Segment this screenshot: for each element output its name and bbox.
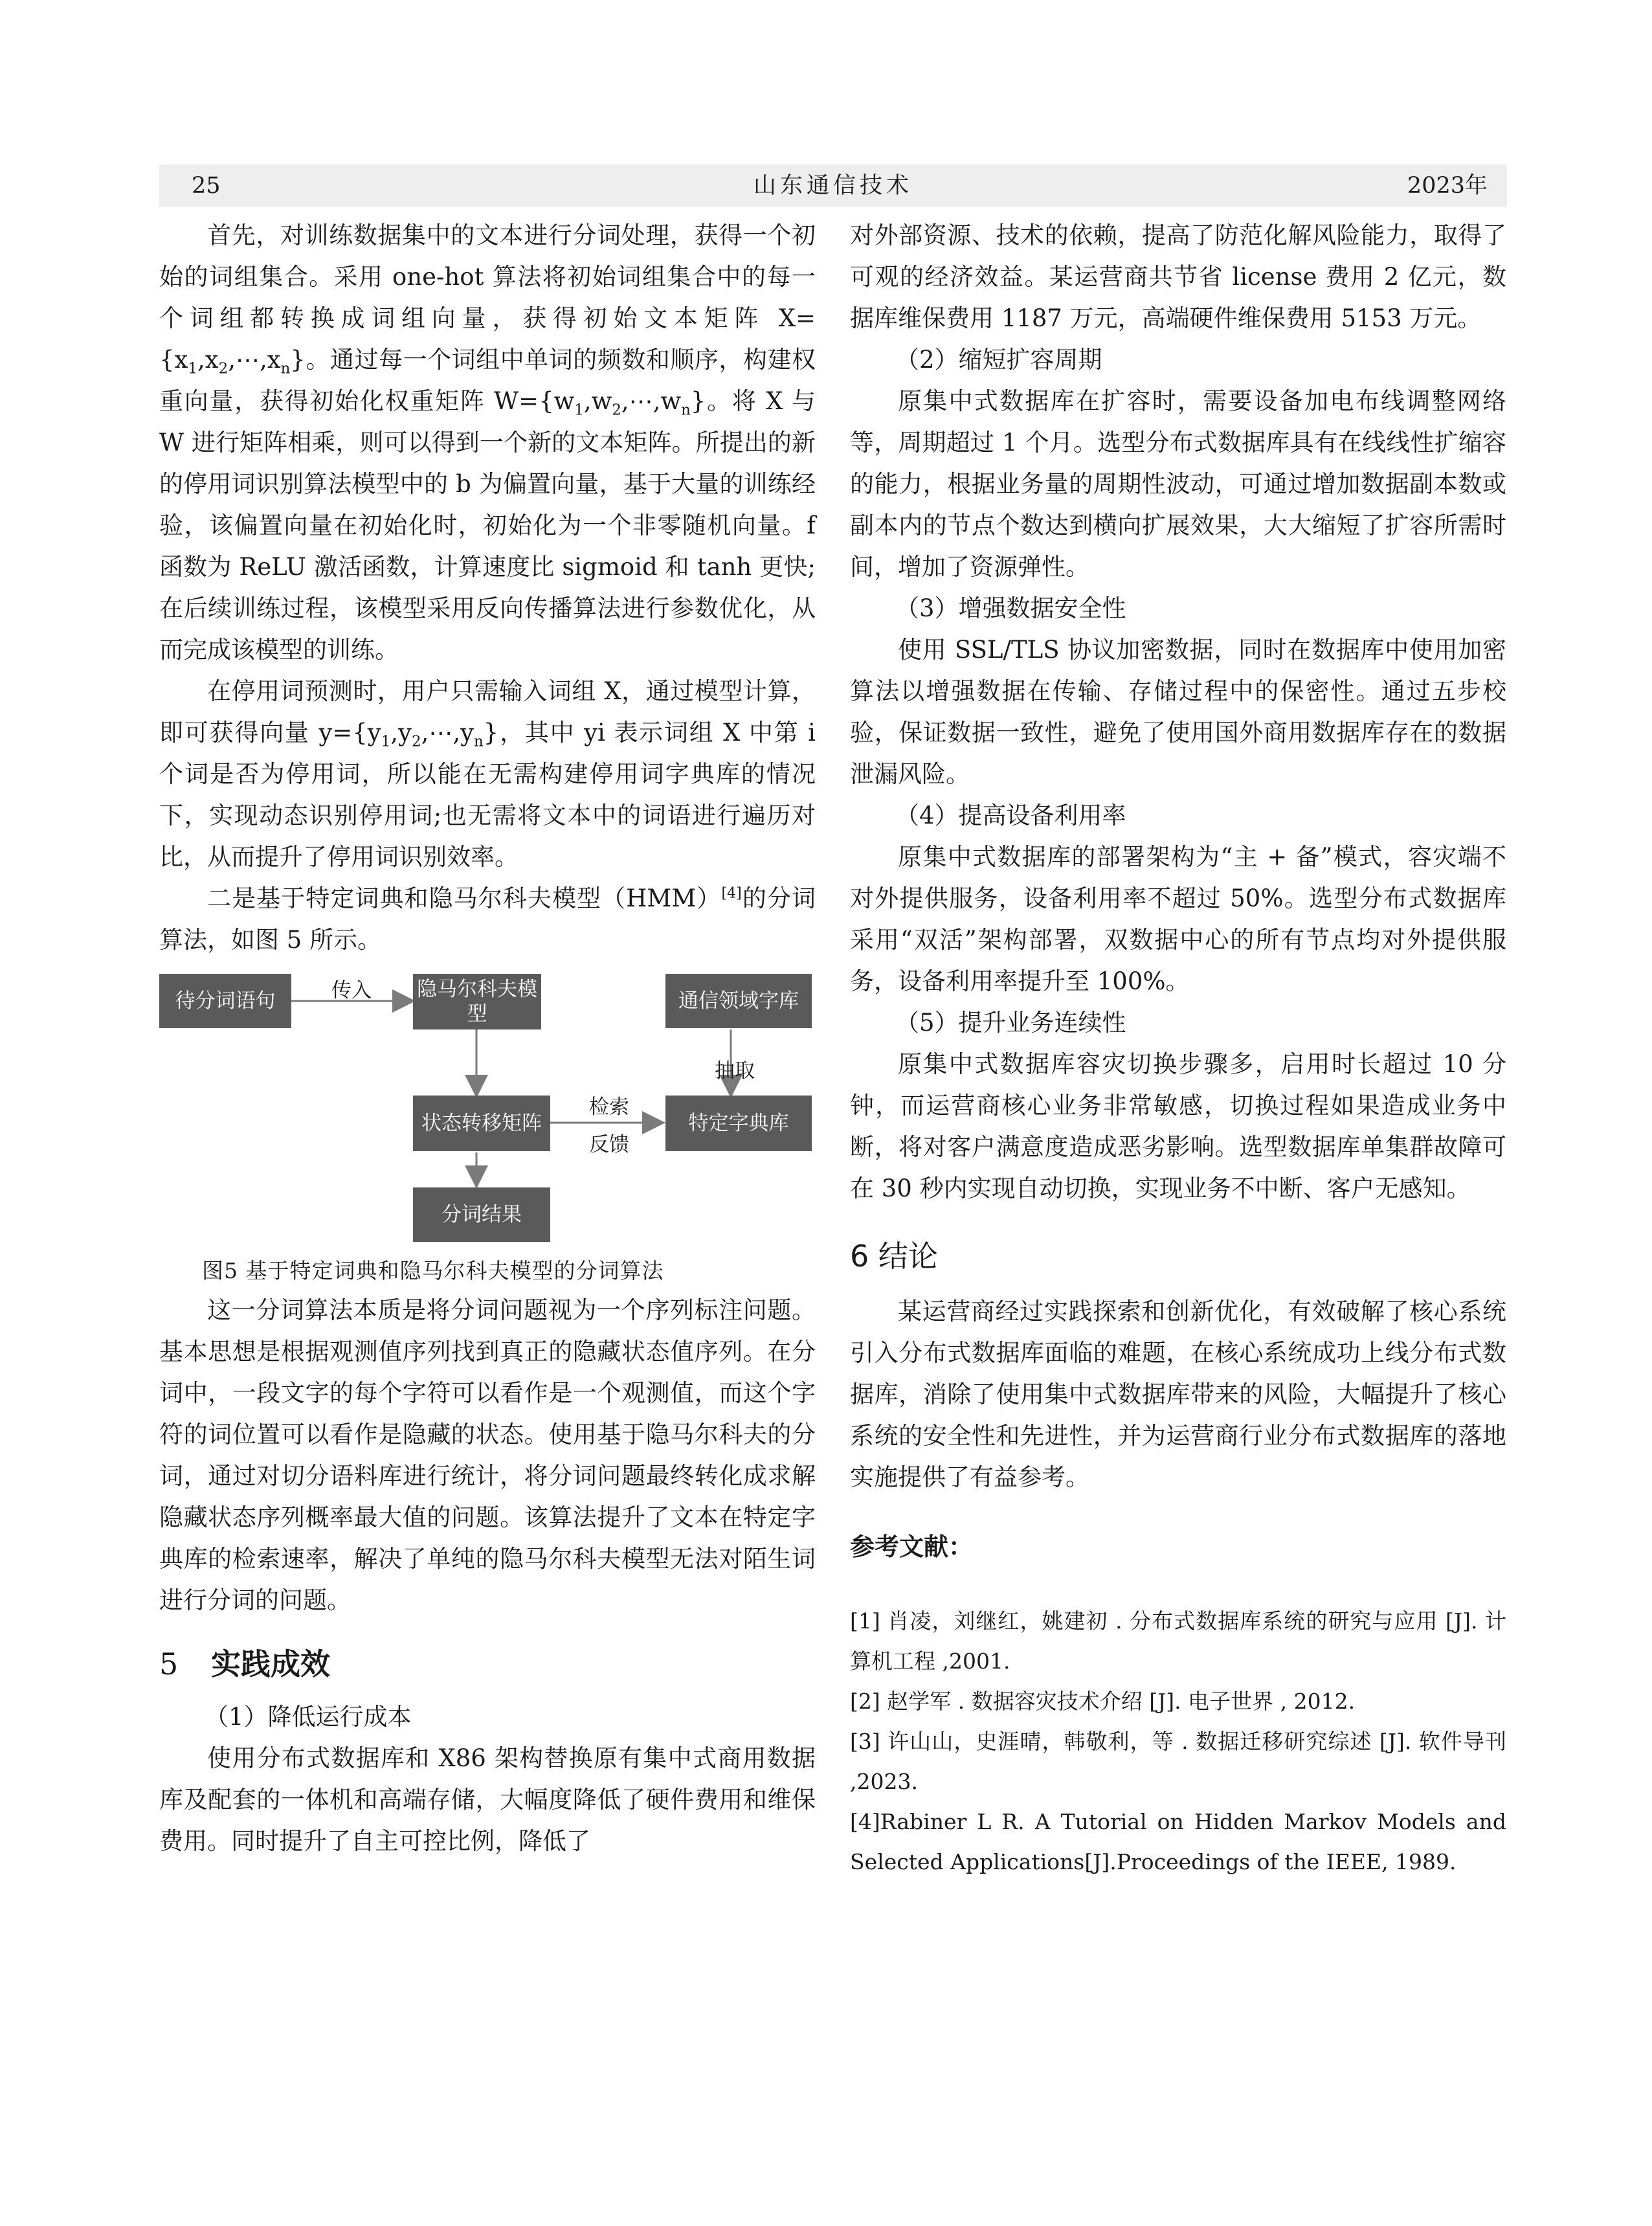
label-pass-in: 传入 <box>331 979 372 1002</box>
figure-5-caption: 图5 基于特定词典和隐马尔科夫模型的分词算法 <box>202 1258 664 1283</box>
figure-5-diagram <box>159 967 816 1246</box>
paragraph-hmm-explain: 这一分词算法本质是将分词问题视为一个序列标注问题。基本思想是根据观测值序列找到真正的隐藏状态值序列。在分词中，一段文字的每个字符可以看作是一个观测值，而这个字符的词位置可以看作是隐藏的状态。使用基于隐马尔科夫的分词，通过对切分语料库进行统计，将分词问题最终转化成求解隐藏状态序列概率最大值的问题。该算法提升了文本在特定字典库的检索速率，解决了单纯的隐马尔科夫模型无法对陌生词进行分词的问题。 <box>159 1296 816 1614</box>
box-input-sentence: 待分词语句 <box>159 974 291 1028</box>
box-specific-dictionary: 特定字典库 <box>665 1096 812 1151</box>
paragraph-cost-continued: 对外部资源、技术的依赖，提高了防范化解风险能力，取得了可观的经济效益。某运营商共节省 license 费用 2 亿元，数据库维保费用 1187 万元，高端硬件维保费用 5153 万元。 <box>850 221 1506 332</box>
paragraph-reduce-cost: 使用分布式数据库和 X86 架构替换原有集中式商用数据库及配套的一体机和高端存储，大幅度降低了硬件费用和维保费用。同时提升了自主可控比例，降低了 <box>159 1744 816 1855</box>
subheading-device-utilization: （4）提高设备利用率 <box>895 802 1126 829</box>
citation-4[interactable]: [4] <box>721 884 742 902</box>
label-search: 检索 <box>589 1096 629 1119</box>
running-header <box>159 164 1507 207</box>
paragraph-conclusion: 某运营商经过实践探索和创新优化，有效破解了核心系统引入分布式数据库面临的难题，在核心系统成功上线分布式数据库，消除了使用集中式数据库带来的风险，大幅提升了核心系统的安全性和先进性，并为运营商行业分布式数据库的落地实施提供了有益参考。 <box>850 1298 1506 1491</box>
subheading-business-continuity: （5）提升业务连续性 <box>895 1009 1126 1037</box>
paragraph-training: 首先，对训练数据集中的文本进行分词处理，获得一个初始的词组集合。采用 one-hot 算法将初始词组集合中的每一个词组都转换成词组向量，获得初始文本矩阵 $X=\{x_1,x_2,\cdots,x_n\}$。通过每一个词组中单词的频数和顺序，构建权重向量，获得初始化权重矩阵 $W=\{w_1,w_2,\cdots,w_n\}$。将 X 与 W 进行矩阵相乘，则可以得到一个新的文本矩阵。所提出的新的停用词识别算法模型中的 b 为偏置向量，基于大量的训练经验，该偏置向量在初始化时，初始化为一个非零随机向量。f 函数为 ReLU 激活函数，计算速度比 sigmoid 和 tanh 更快;在后续训练过程，该模型采用反向传播算法进行参数优化，从而完成该模型的训练。 <box>159 221 816 664</box>
paragraph-device-utilization: 原集中式数据库的部署架构为“主 + 备”模式，容灾端不对外提供服务，设备利用率不超过 50%。选型分布式数据库采用“双活”架构部署，双数据中心的所有节点均对外提供服务，设备利用率提升至 100%。 <box>850 843 1506 995</box>
box-hmm-model: 隐马尔科夫模型 <box>413 974 541 1029</box>
issue-year: 2023年 <box>1407 173 1488 199</box>
subheading-reduce-cost: （1）降低运行成本 <box>205 1703 412 1731</box>
paragraph-data-security: 使用 SSL/TLS 协议加密数据，同时在数据库中使用加密算法以增强数据在传输、存储过程中的保密性。通过五步校验，保证数据一致性，避免了使用国外商用数据库存在的数据泄漏风险。 <box>850 636 1506 788</box>
subheading-data-security: （3）增强数据安全性 <box>895 594 1126 622</box>
right-column <box>850 215 1506 1882</box>
section-6-heading: 6 结论 <box>850 1239 938 1274</box>
box-state-transition-matrix: 状态转移矩阵 <box>413 1096 550 1151</box>
box-domain-lexicon: 通信领域字库 <box>665 974 812 1028</box>
paragraph-hmm-intro: 二是基于特定词典和隐马尔科夫模型（HMM）[4]的分词算法，如图 5 所示。 <box>159 884 816 954</box>
left-column <box>159 215 816 1862</box>
reference-item: [2] 赵学军 . 数据容灾技术介绍 [J]. 电子世界 , 2012. <box>850 1689 1356 1714</box>
label-extract: 抽取 <box>715 1059 755 1083</box>
reference-item: [3] 许山山，史涯晴，韩敬利，等 . 数据迁移研究综述 [J]. 软件导刊 ,2023. <box>850 1729 1506 1794</box>
references-heading: 参考文献： <box>850 1533 974 1561</box>
label-feedback: 反馈 <box>589 1133 629 1156</box>
box-segmentation-result: 分词结果 <box>413 1187 550 1242</box>
paragraph-shorten-expansion: 原集中式数据库在扩容时，需要设备加电布线调整网络等，周期超过 1 个月。选型分布式数据库具有在线线性扩缩容的能力，根据业务量的周期性波动，可通过增加数据副本数或副本内的节点个数达到横向扩展效果，大大缩短了扩容所需时间，增加了资源弹性。 <box>850 387 1506 581</box>
paragraph-business-continuity: 原集中式数据库容灾切换步骤多，启用时长超过 10 分钟，而运营商核心业务非常敏感，切换过程如果造成业务中断，将对客户满意度造成恶劣影响。选型数据库单集群故障可在 30 秒内实现自动切换，实现业务不中断、客户无感知。 <box>850 1050 1506 1202</box>
journal-name: 山东通信技术 <box>753 173 913 199</box>
reference-item: [1] 肖凌，刘继红，姚建初 . 分布式数据库系统的研究与应用 [J]. 计算机工程 ,2001. <box>850 1608 1506 1674</box>
reference-item: [4]Rabiner L R. A Tutorial on Hidden Markov Models and Selected Applications[J].Proceedings of the IEEE, 1989. <box>850 1809 1506 1874</box>
subheading-shorten-expansion: （2）缩短扩容周期 <box>895 346 1102 374</box>
section-5-heading: 5 实践成效 <box>159 1647 330 1681</box>
page-number: 25 <box>192 173 221 199</box>
paragraph-prediction: 在停用词预测时，用户只需输入词组 X，通过模型计算，即可获得向量 $y=\{y_1,y_2,\cdots,y_n\}$，其中 yi 表示词组 X 中第 i 个词是否为停用词，所以能在无需构建停用词字典库的情况下，实现动态识别停用词;也无需将文本中的词语进行遍历对比，从而提升了停用词识别效率。 <box>159 677 816 871</box>
